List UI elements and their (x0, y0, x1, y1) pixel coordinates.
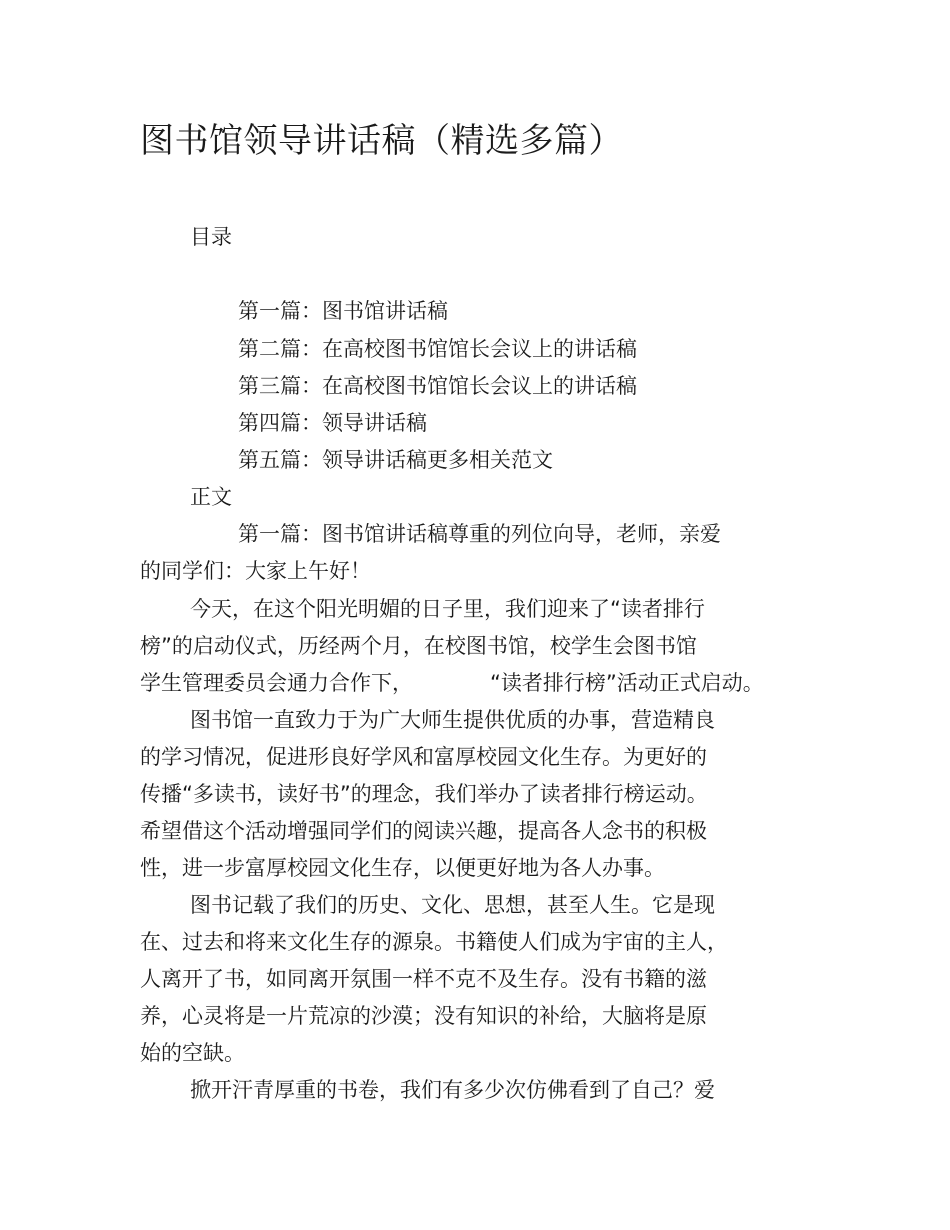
body-line: 榜”的启动仪式，历经两个月，在校图书馆，校学生会图书馆 (140, 634, 697, 658)
body-line: 图书记载了我们的历史、文化、思想，甚至人生。它是现 (190, 893, 715, 917)
toc-item-2: 第二篇：在高校图书馆馆长会议上的讲话稿 (238, 337, 637, 361)
body-line: 学生管理委员会通力合作下， (140, 671, 413, 695)
body-line: 第一篇：图书馆讲话稿尊重的列位向导，老师，亲爱 (238, 522, 721, 546)
body-line: 掀开汗青厚重的书卷，我们有多少次仿佛看到了自己？爱 (190, 1078, 715, 1102)
body-line: 养，心灵将是一片荒凉的沙漠；没有知识的补给，大脑将是原 (140, 1004, 707, 1028)
document-title: 图书馆领导讲话稿（精选多篇） (140, 121, 623, 161)
body-heading: 正文 (190, 485, 232, 509)
body-line: 人离开了书，如同离开氛围一样不克不及生存。没有书籍的滋 (140, 967, 707, 991)
toc-item-3: 第三篇：在高校图书馆馆长会议上的讲话稿 (238, 374, 637, 398)
body-line: 的同学们：大家上午好！ (140, 559, 371, 583)
toc-item-1: 第一篇：图书馆讲话稿 (238, 299, 448, 323)
body-line: 希望借这个活动增强同学们的阅读兴趣，提高各人念书的积极 (140, 819, 707, 843)
body-line: 今天，在这个阳光明媚的日子里，我们迎来了“读者排行 (190, 597, 705, 621)
body-line: 传播“多读书，读好书”的理念，我们举办了读者排行榜运动。 (140, 782, 708, 806)
body-line: 的学习情况，促进形良好学风和富厚校园文化生存。为更好的 (140, 745, 707, 769)
body-line: 性，进一步富厚校园文化生存，以便更好地为各人办事。 (140, 856, 665, 880)
body-line: 始的空缺。 (140, 1041, 245, 1065)
body-line: 图书馆一直致力于为广大师生提供优质的办事，营造精良 (190, 708, 715, 732)
body-line: 在、过去和将来文化生存的源泉。书籍使人们成为宇宙的主人， (140, 930, 728, 954)
toc-item-5: 第五篇：领导讲话稿更多相关范文 (238, 448, 553, 472)
toc-heading: 目录 (190, 225, 232, 249)
toc-item-4: 第四篇：领导讲话稿 (238, 411, 427, 435)
body-line: “读者排行榜”活动正式启动。 (490, 671, 764, 695)
